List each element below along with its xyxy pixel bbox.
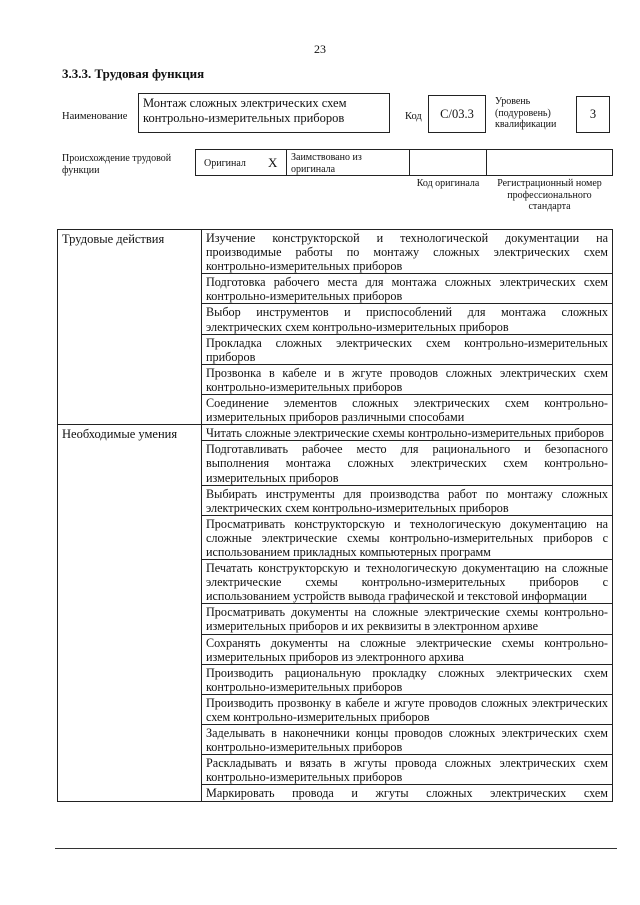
original-box <box>195 149 287 176</box>
table-cell: Подготавливать рабочее место для рационального и безопасного выполнения монтажа сложных электрических схем контрольно-измерительных приборов <box>202 441 613 485</box>
page-bottom-edge <box>55 848 617 849</box>
table-cell: Печатать конструкторскую и технологическую документацию на сложные электрические схемы контрольно-измерительных приборов с использованием устройств вывода графической и текстовой информации <box>202 560 613 604</box>
level-value: 3 <box>589 107 597 121</box>
table-cell: Читать сложные электрические схемы контрольно-измерительных приборов <box>202 425 613 441</box>
table-cell: Просматривать конструкторскую и технологическую документацию на сложные электрические схемы контрольно-измерительных приборов с использованием прикладных компьютерных программ <box>202 515 613 559</box>
table-cell: Выбор инструментов и приспособлений для монтажа сложных электрических схем контрольно-измерительных приборов <box>202 304 613 334</box>
category-cell: Необходимые умения <box>58 425 202 801</box>
table-cell: Просматривать документы на сложные электрические схемы контрольно-измерительных приборов и их реквизиты в электронном архиве <box>202 604 613 634</box>
table-row <box>58 425 613 441</box>
table-cell: Подготовка рабочего места для монтажа сложных электрических схем контрольно-измерительных приборов <box>202 274 613 304</box>
level-box <box>576 96 610 133</box>
name-label: Наименование <box>62 111 128 122</box>
code-original-label: Код оригинала <box>416 178 480 189</box>
code-value: C/03.3 <box>440 106 474 121</box>
code-box <box>428 95 486 133</box>
table-cell: Соединение элементов сложных электрических схем контрольно-измерительных приборов различными способами <box>202 395 613 425</box>
table-cell: Маркировать провода и жгуты сложных электрических схем <box>202 785 613 801</box>
original-mark: X <box>268 155 278 170</box>
table-cell: Выбирать инструменты для производства работ по монтажу сложных электрических схем контрольно-измерительных приборов <box>202 485 613 515</box>
borrowed-box <box>286 149 410 176</box>
table-cell: Раскладывать и вязать в жгуты провода сложных электрических схем контрольно-измерительных приборов <box>202 755 613 785</box>
level-label: Уровень (подуровень) квалификации <box>495 96 557 130</box>
table-cell: Сохранять документы на сложные электрические схемы контрольно-измерительных приборов из электронного архива <box>202 634 613 664</box>
borrowed-label: Заимствовано из оригинала <box>291 152 362 175</box>
category-cell: Трудовые действия <box>58 230 202 425</box>
function-table <box>57 229 613 802</box>
reg-number-label: Регистрационный номер профессионального стандарта <box>497 178 602 212</box>
function-name-box <box>138 93 390 133</box>
origin-label: Происхождение трудовой функции <box>62 153 172 176</box>
table-cell: Прокладка сложных электрических схем контрольно-измерительных приборов <box>202 334 613 364</box>
code-label: Код <box>405 111 422 122</box>
function-name: Монтаж сложных электрических схем контрольно-измерительных приборов <box>143 96 347 125</box>
section-title: 3.3.3. Трудовая функция <box>62 66 205 81</box>
table-cell: Производить прозвонку в кабеле и жгуте проводов сложных электрических схем контрольно-измерительных приборов <box>202 694 613 724</box>
table-cell: Заделывать в наконечники концы проводов сложных электрических схем контрольно-измерительных приборов <box>202 725 613 755</box>
table-row <box>58 230 613 274</box>
original-label: Оригинал <box>204 158 246 169</box>
reg-number-box <box>486 149 613 176</box>
table-cell: Прозвонка в кабеле и в жгуте проводов сложных электрических схем контрольно-измерительных приборов <box>202 364 613 394</box>
code-original-box <box>409 149 487 176</box>
page-number: 23 <box>314 42 326 56</box>
table-cell: Изучение конструкторской и технологической документации на производимые работы по монтажу сложных электрических схем контрольно-измерительных приборов <box>202 230 613 274</box>
table-cell: Производить рациональную прокладку сложных электрических схем контрольно-измерительных приборов <box>202 664 613 694</box>
